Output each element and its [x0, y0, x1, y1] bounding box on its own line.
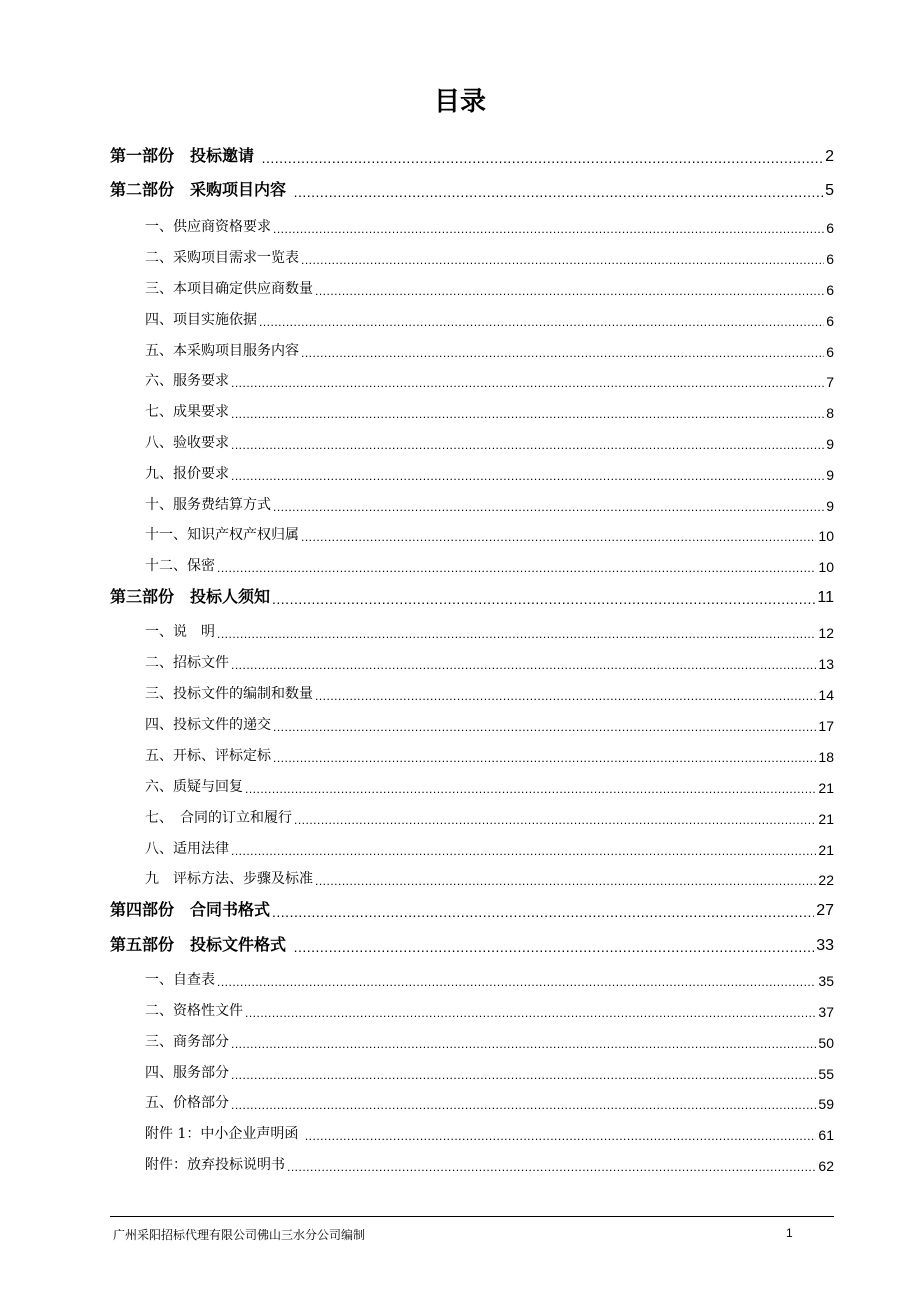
toc-entry-leader	[262, 150, 824, 166]
toc-entry-label: 四、项目实施依据	[145, 312, 257, 328]
toc-entry-page: 55	[818, 1066, 834, 1082]
toc-entry-leader	[259, 315, 824, 329]
toc-entry-label: 一、供应商资格要求	[145, 219, 271, 235]
toc-entry-leader	[305, 1129, 817, 1143]
toc-entry-leader	[301, 530, 816, 544]
toc-entry[interactable]	[145, 801, 834, 827]
toc-entry-leader	[294, 939, 815, 955]
toc-entry-leader	[273, 222, 824, 236]
toc-entry-label: 第五部份 投标文件格式	[110, 935, 292, 954]
toc-entry[interactable]	[145, 1086, 834, 1112]
toc-entry-label: 二、资格性文件	[145, 1003, 243, 1019]
toc-entry-label: 五、价格部分	[145, 1095, 229, 1111]
toc-entry-label: 八、适用法律	[145, 841, 229, 857]
toc-entry-page: 22	[818, 872, 834, 888]
toc-entry-leader	[231, 658, 816, 672]
toc-entry-label: 附件：放弃投标说明书	[145, 1157, 285, 1173]
toc-entry-leader	[301, 346, 824, 360]
toc-entry-label: 三、商务部分	[145, 1034, 229, 1050]
toc-entry-label: 三、本项目确定供应商数量	[145, 281, 313, 297]
footer-company: 广州采阳招标代理有限公司佛山三水分公司编制	[113, 1228, 366, 1242]
toc-entry-label: 二、招标文件	[145, 655, 229, 671]
toc-entry[interactable]	[110, 581, 834, 607]
toc-entry-page: 10	[818, 528, 834, 544]
toc-entry-leader	[231, 469, 824, 483]
toc-entry-page: 9	[826, 498, 834, 514]
toc-entry-leader	[231, 376, 824, 390]
toc-entry[interactable]	[145, 963, 834, 989]
toc-entry-page: 35	[818, 973, 834, 989]
toc-entry-leader	[231, 407, 824, 421]
toc-entry-leader	[301, 253, 824, 267]
toc-entry-label: 十一、知识产权产权归属	[145, 527, 299, 543]
toc-entry[interactable]	[110, 929, 834, 955]
toc-entry-label: 十二、保密	[145, 558, 215, 574]
toc-entry-leader	[245, 1006, 816, 1020]
toc-entry-page: 21	[818, 842, 834, 858]
toc-entry-label: 二、采购项目需求一览表	[145, 250, 299, 266]
toc-entry-page: 6	[826, 220, 834, 236]
toc-entry-label: 一、说 明	[145, 624, 215, 640]
toc-entry-leader	[231, 1098, 816, 1112]
toc-entry-label: 第四部份 合同书格式	[110, 900, 271, 919]
toc-entry-page: 37	[818, 1004, 834, 1020]
toc-entry-page: 7	[826, 374, 834, 390]
toc-entry-page: 18	[818, 749, 834, 765]
toc-entry-page: 14	[818, 687, 834, 703]
toc-entry-page: 13	[818, 656, 834, 672]
toc-entry-page: 2	[825, 148, 834, 165]
toc-entry-page: 6	[826, 251, 834, 267]
toc-entry-label: 第一部份 投标邀请	[110, 146, 260, 165]
toc-entry-page: 33	[816, 937, 834, 954]
toc-entry-page: 6	[826, 313, 834, 329]
toc-entry[interactable]	[145, 739, 834, 765]
toc-entry-label: 三、投标文件的编制和数量	[145, 686, 313, 702]
toc-entry-page: 8	[826, 405, 834, 421]
toc-entry-leader	[231, 1068, 816, 1082]
toc-entry-page: 61	[818, 1127, 834, 1143]
toc-entry-leader	[272, 591, 815, 607]
toc-entry-leader	[217, 975, 816, 989]
toc-entry-page: 6	[826, 282, 834, 298]
toc-entry[interactable]	[145, 549, 834, 575]
toc-entry[interactable]	[145, 615, 834, 641]
toc-entry-page: 5	[825, 182, 834, 199]
toc-entry-page: 50	[818, 1035, 834, 1051]
toc-entry[interactable]	[110, 894, 834, 920]
toc-entry-label: 一、自查表	[145, 972, 215, 988]
toc-entry[interactable]	[145, 994, 834, 1020]
toc-entry[interactable]	[145, 708, 834, 734]
toc-entry-page: 9	[826, 436, 834, 452]
toc-entry-page: 59	[818, 1096, 834, 1112]
toc-entry[interactable]	[145, 488, 834, 514]
toc-entry-label: 七、 合同的订立和履行	[145, 810, 292, 826]
toc-entry-leader	[231, 1037, 816, 1051]
toc-entry-page: 21	[818, 811, 834, 827]
toc-entry-page: 27	[816, 902, 834, 919]
toc-entry-label: 十、服务费结算方式	[145, 497, 271, 513]
toc-entry[interactable]	[145, 1025, 834, 1051]
toc-entry-page: 17	[818, 718, 834, 734]
toc-entry-leader	[273, 500, 824, 514]
toc-entry-leader	[217, 561, 816, 575]
toc-entry-leader	[231, 844, 816, 858]
toc-entry-label: 九 评标方法、步骤及标准	[145, 871, 313, 887]
toc-entry-label: 附件 1：中小企业声明函	[145, 1126, 303, 1142]
toc-entry-label: 四、投标文件的递交	[145, 717, 271, 733]
toc-entry-leader	[245, 782, 816, 796]
toc-entry[interactable]	[145, 395, 834, 421]
toc-entry-leader	[272, 904, 814, 920]
toc-entry[interactable]	[145, 303, 834, 329]
toc-entry[interactable]	[145, 241, 834, 267]
toc-entry[interactable]	[145, 334, 834, 360]
toc-entry-page: 11	[817, 589, 834, 606]
toc-entry-leader	[315, 689, 816, 703]
toc-entry-page: 62	[818, 1158, 834, 1174]
toc-title: 目录	[433, 87, 486, 117]
toc-entry[interactable]	[145, 457, 834, 483]
toc-entry-page: 9	[826, 467, 834, 483]
toc-entry-leader	[315, 874, 816, 888]
toc-entry[interactable]	[145, 426, 834, 452]
toc-entry-leader	[294, 184, 824, 200]
toc-entry-leader	[217, 627, 816, 641]
toc-entry[interactable]	[110, 174, 834, 200]
toc-entry-leader	[231, 438, 824, 452]
toc-entry-label: 第三部份 投标人须知	[110, 587, 271, 606]
toc-entry-label: 六、质疑与回复	[145, 779, 243, 795]
toc-entry[interactable]	[145, 862, 834, 888]
toc-entry-label: 四、服务部分	[145, 1065, 229, 1081]
toc-entry-page: 12	[818, 625, 834, 641]
toc-entry[interactable]	[145, 677, 834, 703]
toc-entry[interactable]	[110, 140, 834, 166]
toc-entry-leader	[315, 284, 824, 298]
footer-rule	[110, 1216, 834, 1217]
toc-entry[interactable]	[145, 210, 834, 236]
toc-entry[interactable]	[145, 518, 834, 544]
footer-page-number: 1	[786, 1226, 793, 1240]
toc-entry-label: 九、报价要求	[145, 466, 229, 482]
toc-entry[interactable]	[145, 1148, 834, 1174]
toc-entry-page: 21	[818, 780, 834, 796]
toc-entry[interactable]	[145, 770, 834, 796]
toc-entry-page: 10	[818, 559, 834, 575]
toc-entry-label: 五、开标、评标定标	[145, 748, 271, 764]
toc-entry[interactable]	[145, 1117, 834, 1143]
toc-entry-leader	[273, 720, 816, 734]
toc-entry[interactable]	[145, 1056, 834, 1082]
toc-entry-label: 五、本采购项目服务内容	[145, 343, 299, 359]
toc-entry[interactable]	[145, 832, 834, 858]
toc-entry-label: 第二部份 采购项目内容	[110, 180, 292, 199]
toc-entry[interactable]	[145, 646, 834, 672]
toc-entry-label: 八、验收要求	[145, 435, 229, 451]
toc-entry-leader	[294, 813, 816, 827]
toc-entry-label: 六、服务要求	[145, 373, 229, 389]
toc-entry-leader	[287, 1160, 816, 1174]
toc-entry-page: 6	[826, 344, 834, 360]
toc-entry-label: 七、成果要求	[145, 404, 229, 420]
toc-entry[interactable]	[145, 364, 834, 390]
toc-entry-leader	[273, 751, 816, 765]
toc-entry[interactable]	[145, 272, 834, 298]
